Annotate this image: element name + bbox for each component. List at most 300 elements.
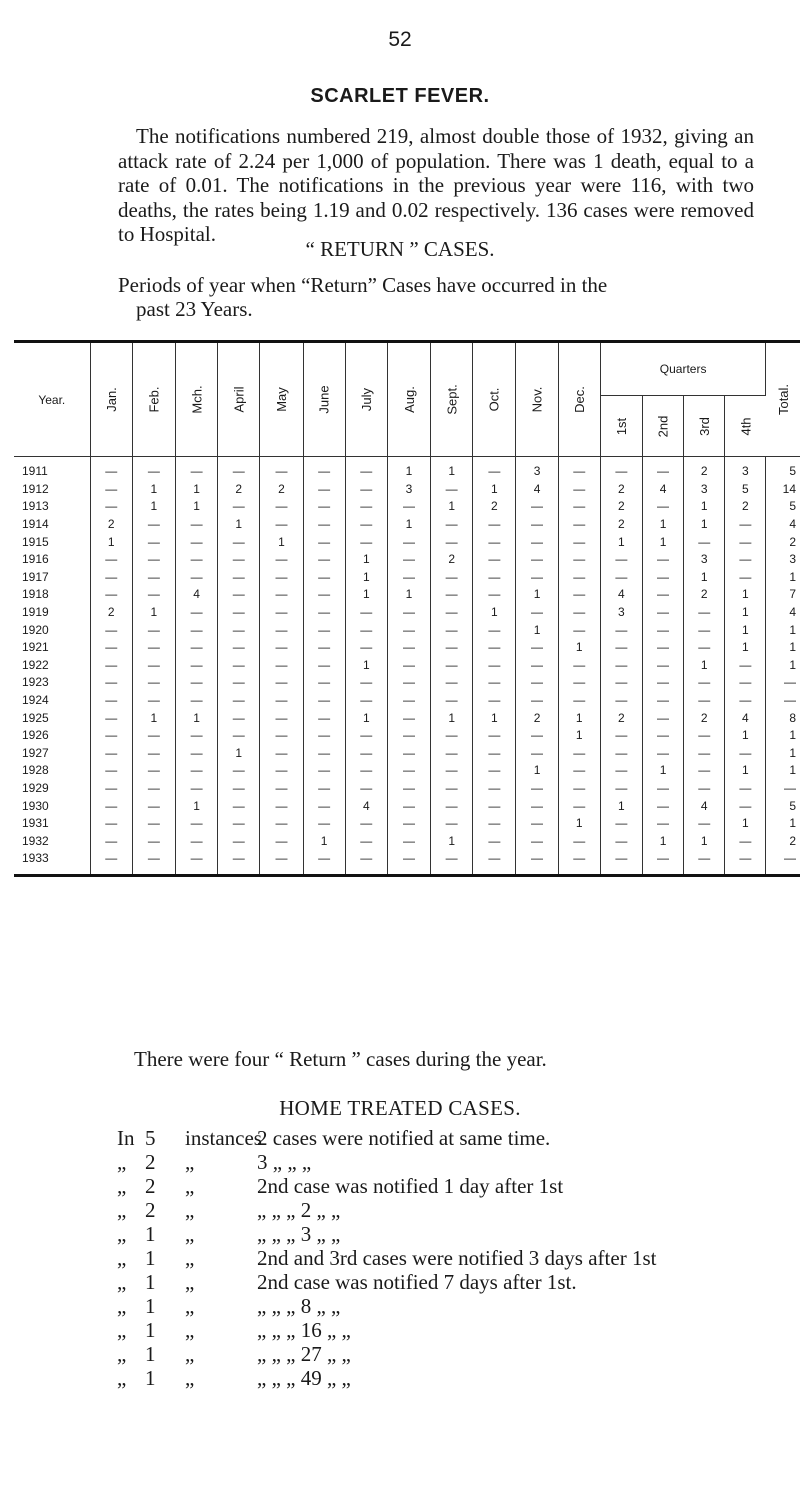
table-row [14,657,800,675]
count-cell: 3 [387,481,430,499]
month-header [558,342,600,457]
year-cell: 1912 [14,481,90,499]
count-cell: — [90,762,132,780]
table-row [14,850,800,875]
month-header [387,342,430,457]
count-cell: — [260,674,303,692]
count-cell: — [260,551,303,569]
count-cell: — [600,639,642,657]
count-cell: — [431,745,473,763]
count-cell: 3 [725,457,766,481]
count-cell: — [90,797,132,815]
return-intro-line-1: Periods of year when “Return” Cases have occurred in the [118,273,608,297]
count-cell: 1 [473,604,516,622]
year-column-header: Year. [14,342,90,457]
count-cell: 1 [218,745,260,763]
total-cell: 1 [789,745,796,760]
year-cell: 1922 [14,657,90,675]
count-cell: — [345,481,387,499]
count-cell: — [516,815,558,833]
count-cell: — [516,533,558,551]
count-cell: — [176,657,218,675]
table-row [14,780,800,798]
count-cell: 1 [725,621,766,639]
count-cell: — [260,621,303,639]
month-header-label: Oct. [486,387,502,412]
count-cell: 1 [558,639,600,657]
count-cell: — [387,727,430,745]
table-row [14,569,800,587]
count-cell: 2 [90,516,132,534]
month-header-label: Sept. [444,384,460,415]
count-cell: — [132,762,175,780]
count-cell: — [642,551,683,569]
count-cell: — [303,604,345,622]
row-instances: „ [185,1150,195,1174]
count-cell: 1 [260,533,303,551]
count-cell: — [387,797,430,815]
table-row [14,727,800,745]
quarter-header-label: 2nd [655,415,671,437]
count-cell: — [132,780,175,798]
count-cell: — [90,692,132,710]
year-cell: 1926 [14,727,90,745]
count-cell: — [218,551,260,569]
count-cell: — [303,745,345,763]
count-cell: 2 [600,709,642,727]
count-cell: — [303,498,345,516]
table-row [14,533,800,551]
count-cell: — [260,569,303,587]
count-cell: — [725,569,766,587]
count-cell: — [260,832,303,850]
row-prefix: „ [117,1174,127,1198]
count-cell: — [473,745,516,763]
count-cell: — [90,586,132,604]
row-count: 1 [145,1222,156,1246]
count-cell: — [600,621,642,639]
count-cell: — [176,727,218,745]
count-cell: 1 [473,709,516,727]
count-cell: 1 [132,481,175,499]
row-count: 2 [145,1150,156,1174]
row-description: 3 „ „ „ [257,1150,312,1174]
count-cell: 2 [600,481,642,499]
count-cell: — [345,498,387,516]
row-description: „ „ „ 8 „ „ [257,1294,341,1318]
count-cell: 1 [725,815,766,833]
count-cell: — [516,674,558,692]
count-cell: — [303,586,345,604]
count-cell: — [176,850,218,875]
count-cell: — [387,692,430,710]
count-cell: — [176,604,218,622]
count-cell: 4 [725,709,766,727]
total-cell: 14 [782,481,796,496]
count-cell: — [218,657,260,675]
count-cell: — [473,692,516,710]
month-header [473,342,516,457]
count-cell: — [303,780,345,798]
count-cell: — [473,551,516,569]
row-count: 1 [145,1318,156,1342]
count-cell: — [345,457,387,481]
row-description: „ „ „ 27 „ „ [257,1342,351,1366]
count-cell: — [516,692,558,710]
count-cell: — [558,533,600,551]
count-cell: — [473,815,516,833]
count-cell: — [642,692,683,710]
count-cell: — [387,498,430,516]
count-cell: 1 [725,727,766,745]
count-cell: — [132,533,175,551]
count-cell: — [132,551,175,569]
count-cell: — [642,569,683,587]
count-cell: 1 [303,832,345,850]
table-row [14,709,800,727]
count-cell: — [516,516,558,534]
row-instances: „ [185,1342,195,1366]
count-cell: 2 [473,498,516,516]
count-cell: — [260,692,303,710]
total-cell: — [784,851,796,866]
table-row [14,745,800,763]
count-cell: — [600,850,642,875]
count-cell: — [176,692,218,710]
count-cell: — [303,457,345,481]
count-cell: — [303,692,345,710]
count-cell: — [725,533,766,551]
quarter-header [684,396,725,457]
row-description: „ „ „ 3 „ „ [257,1222,341,1246]
count-cell: 3 [600,604,642,622]
count-cell: 1 [345,657,387,675]
count-cell: — [684,850,725,875]
count-cell: — [132,797,175,815]
quarter-header [642,396,683,457]
count-cell: — [558,745,600,763]
row-prefix: „ [117,1198,127,1222]
count-cell: — [303,639,345,657]
count-cell: — [176,780,218,798]
count-cell: — [431,762,473,780]
count-cell: — [260,657,303,675]
count-cell: — [642,657,683,675]
month-header-label: June [316,385,332,414]
table-row [14,481,800,499]
year-cell: 1916 [14,551,90,569]
count-cell: 2 [90,604,132,622]
count-cell: — [473,533,516,551]
count-cell: — [431,569,473,587]
count-cell: — [642,797,683,815]
count-cell: 1 [176,797,218,815]
count-cell: 1 [684,569,725,587]
count-cell: — [473,639,516,657]
month-header-label: Feb. [146,386,162,413]
total-cell: 1 [789,640,796,655]
count-cell: 1 [642,832,683,850]
quarter-header-label: 1st [613,417,629,435]
count-cell: — [218,815,260,833]
count-cell: 1 [725,586,766,604]
year-cell: 1923 [14,674,90,692]
count-cell: — [558,780,600,798]
count-cell: — [218,533,260,551]
count-cell: — [90,551,132,569]
count-cell: — [345,815,387,833]
count-cell: — [558,604,600,622]
count-cell: — [176,533,218,551]
count-cell: — [303,621,345,639]
count-cell: — [473,832,516,850]
count-cell: 1 [558,709,600,727]
row-prefix: „ [117,1366,127,1390]
count-cell: — [218,762,260,780]
count-cell: — [345,850,387,875]
table-row [14,674,800,692]
count-cell: — [345,727,387,745]
count-cell: — [473,762,516,780]
count-cell: 2 [218,481,260,499]
count-cell: — [600,745,642,763]
count-cell: — [132,692,175,710]
count-cell: — [90,780,132,798]
count-cell: — [345,762,387,780]
count-cell: — [218,797,260,815]
row-instances: „ [185,1246,195,1270]
count-cell: — [600,832,642,850]
count-cell: — [387,533,430,551]
count-cell: — [176,569,218,587]
total-cell: 3 [789,552,796,567]
year-cell: 1920 [14,621,90,639]
count-cell: — [600,692,642,710]
table-row [14,639,800,657]
count-cell: — [345,621,387,639]
count-cell: 1 [176,498,218,516]
count-cell: — [473,621,516,639]
count-cell: — [516,551,558,569]
count-cell: 1 [176,481,218,499]
count-cell: 4 [516,481,558,499]
month-header-label: April [231,386,247,413]
count-cell: — [387,569,430,587]
count-cell: 3 [684,551,725,569]
count-cell: — [387,745,430,763]
count-cell: — [600,657,642,675]
count-cell: — [176,639,218,657]
quarter-header-label: 4th [738,416,754,436]
count-cell: 4 [345,797,387,815]
year-cell: 1925 [14,709,90,727]
count-cell: — [642,709,683,727]
count-cell: — [725,745,766,763]
count-cell: — [516,832,558,850]
count-cell: 1 [387,457,430,481]
count-cell: 1 [684,832,725,850]
year-cell: 1931 [14,815,90,833]
count-cell: — [90,457,132,481]
quarter-header [600,396,642,457]
count-cell: — [218,639,260,657]
year-cell: 1918 [14,586,90,604]
count-cell: — [387,674,430,692]
count-cell: — [387,604,430,622]
month-header [516,342,558,457]
month-header [90,342,132,457]
total-cell: 1 [789,728,796,743]
count-cell: — [725,797,766,815]
total-cell: 5 [789,798,796,813]
count-cell: — [90,709,132,727]
table-body [14,457,800,876]
count-cell: 2 [600,516,642,534]
count-cell: — [431,604,473,622]
year-cell: 1927 [14,745,90,763]
count-cell: — [725,516,766,534]
count-cell: 1 [725,639,766,657]
count-cell: — [345,692,387,710]
count-cell: — [218,457,260,481]
table-row [14,692,800,710]
year-cell: 1929 [14,780,90,798]
count-cell: 1 [387,586,430,604]
count-cell: — [260,709,303,727]
count-cell: — [431,797,473,815]
count-cell: — [387,832,430,850]
count-cell: — [642,639,683,657]
count-cell: — [303,727,345,745]
total-cell: 5 [789,464,796,479]
count-cell: — [132,815,175,833]
count-cell: 1 [345,551,387,569]
count-cell: 1 [684,498,725,516]
count-cell: 1 [516,621,558,639]
count-cell: — [218,621,260,639]
count-cell: — [387,815,430,833]
count-cell: — [260,639,303,657]
row-description: 2nd case was notified 1 day after 1st [257,1174,564,1198]
count-cell: — [558,569,600,587]
count-cell: — [684,762,725,780]
count-cell: — [387,780,430,798]
total-cell: 2 [789,534,796,549]
table-row [14,604,800,622]
count-cell: — [218,709,260,727]
count-cell: — [642,727,683,745]
month-header [218,342,260,457]
count-cell: — [725,657,766,675]
count-cell: — [303,516,345,534]
count-cell: 2 [684,586,725,604]
table-row [14,762,800,780]
count-cell: — [516,780,558,798]
count-cell: — [132,727,175,745]
count-cell: — [431,674,473,692]
table-row [14,551,800,569]
count-cell: — [303,674,345,692]
count-cell: — [218,674,260,692]
count-cell: — [387,850,430,875]
count-cell: 1 [642,533,683,551]
count-cell: — [176,832,218,850]
count-cell: — [684,745,725,763]
count-cell: — [431,621,473,639]
count-cell: 1 [473,481,516,499]
count-cell: — [431,727,473,745]
row-instances: „ [185,1270,195,1294]
row-prefix: „ [117,1222,127,1246]
table-row [14,498,800,516]
count-cell: — [725,692,766,710]
total-cell: 8 [789,710,796,725]
table-row [14,586,800,604]
month-header [176,342,218,457]
count-cell: — [558,586,600,604]
row-prefix: „ [117,1270,127,1294]
count-cell: — [345,674,387,692]
count-cell: — [684,692,725,710]
count-cell: — [260,727,303,745]
count-cell: — [431,692,473,710]
count-cell: 1 [132,709,175,727]
count-cell: — [600,457,642,481]
count-cell: 1 [642,762,683,780]
count-cell: — [345,745,387,763]
row-count: 2 [145,1174,156,1198]
home-treated-heading: HOME TREATED CASES. [279,1096,521,1120]
row-prefix: „ [117,1294,127,1318]
count-cell: — [431,815,473,833]
count-cell: — [684,727,725,745]
count-cell: — [473,797,516,815]
count-cell: — [684,639,725,657]
total-cell: 1 [789,569,796,584]
total-header-label: Total. [775,383,791,416]
count-cell: 2 [260,481,303,499]
count-cell: — [725,551,766,569]
count-cell: — [387,621,430,639]
return-cases-table-wrapper [14,340,800,877]
count-cell: 1 [132,604,175,622]
count-cell: — [218,692,260,710]
count-cell: — [260,457,303,481]
count-cell: — [600,780,642,798]
count-cell: — [725,674,766,692]
count-cell: — [600,815,642,833]
count-cell: — [218,727,260,745]
count-cell: — [303,533,345,551]
row-prefix: „ [117,1150,127,1174]
count-cell: 1 [431,498,473,516]
count-cell: — [303,850,345,875]
count-cell: 1 [725,604,766,622]
count-cell: — [132,569,175,587]
total-cell: 1 [789,763,796,778]
count-cell: — [132,832,175,850]
table-header-row [14,342,800,396]
return-cases-heading: “ RETURN ” CASES. [305,237,495,261]
count-cell: — [387,709,430,727]
count-cell: — [558,692,600,710]
row-description: „ „ „ 16 „ „ [257,1318,351,1342]
count-cell: — [473,516,516,534]
count-cell: — [303,657,345,675]
count-cell: — [345,639,387,657]
table-row [14,797,800,815]
row-description: 2 cases were notified at same time. [257,1126,551,1150]
